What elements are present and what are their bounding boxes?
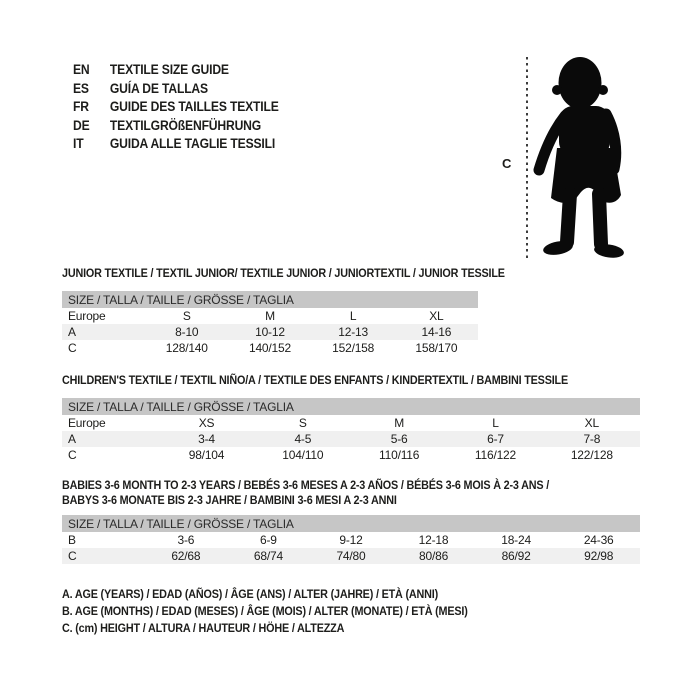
size-cell: 12-18	[418, 533, 449, 547]
row-label: A	[62, 324, 145, 340]
size-tables-content	[62, 267, 640, 637]
size-cell: 122/128	[570, 448, 613, 462]
size-cell: 10-12	[228, 324, 311, 340]
legend-footnotes	[62, 586, 640, 637]
row-label: B	[68, 533, 76, 547]
language-label: TEXTILE SIZE GUIDE	[109, 62, 229, 77]
size-cell: 62/68	[145, 548, 228, 564]
language-row-es	[73, 80, 279, 99]
size-cell: XL	[584, 416, 599, 430]
language-label: GUÍA DE TALLAS	[109, 80, 208, 96]
size-cell: 7-8	[544, 431, 640, 447]
size-cell: 158/170	[415, 341, 458, 355]
children-section-title: CHILDREN'S TEXTILE / TEXTIL NIÑO/A / TEXTILE DES ENFANTS / KINDERTEXTIL / BAMBINI TESSILE	[62, 373, 568, 387]
height-measure-figure	[500, 52, 696, 268]
language-label: GUIDA ALLE TAGLIE TESSILI	[109, 136, 276, 152]
size-cell: L	[492, 416, 499, 430]
language-label: GUIDE DES TAILLES TEXTILE	[109, 99, 279, 115]
language-label: TEXTILGRÖßENFÜHRUNG	[109, 117, 262, 133]
row-label: C	[68, 341, 77, 355]
babies-size-table	[62, 515, 640, 564]
language-header	[73, 61, 279, 154]
table-row-age	[62, 431, 640, 447]
language-code: DE	[73, 117, 90, 133]
size-cell: M	[265, 309, 275, 323]
size-cell: 18-24	[501, 533, 531, 547]
table-row-europe	[62, 308, 478, 324]
size-cell: S	[182, 309, 191, 323]
size-cell: 80/86	[392, 548, 475, 564]
size-cell: 140/152	[248, 341, 291, 355]
size-cell: L	[349, 309, 357, 323]
language-code: IT	[73, 136, 84, 152]
junior-section-title: JUNIOR TEXTILE / TEXTIL JUNIOR/ TEXTILE JUNIOR / JUNIORTEXTIL / JUNIOR TESSILE	[62, 266, 505, 280]
size-cell: 68/74	[227, 548, 310, 564]
table-row-height	[62, 548, 640, 564]
size-cell: 9-12	[339, 533, 363, 547]
size-cell: 8-10	[145, 324, 228, 340]
measure-c-label: C	[502, 156, 512, 171]
size-header-bar: SIZE / TALLA / TAILLE / GRÖSSE / TAGLIA	[62, 291, 478, 308]
size-cell: S	[298, 416, 307, 430]
size-cell: 92/98	[557, 548, 640, 564]
size-cell: 86/92	[475, 548, 558, 564]
size-header-bar: SIZE / TALLA / TAILLE / GRÖSSE / TAGLIA	[62, 515, 640, 532]
size-cell: 74/80	[310, 548, 393, 564]
row-label: Europe	[68, 416, 106, 430]
size-cell: 104/110	[282, 448, 324, 462]
size-header-row	[62, 515, 640, 532]
size-cell: 98/104	[188, 448, 225, 462]
size-cell: 128/140	[165, 341, 208, 355]
row-label: C	[62, 548, 145, 564]
language-code: FR	[73, 99, 89, 115]
table-row-europe	[62, 415, 640, 431]
language-row-it	[73, 135, 279, 154]
babies-section-title-line2: BABYS 3-6 MONATE BIS 2-3 JAHRE / BAMBINI 3-6 MESI A 2-3 ANNI	[62, 493, 397, 507]
footnote-b: B. AGE (MONTHS) / EDAD (MESES) / ÂGE (MOIS) / ALTER (MONATE) / ETÀ (MESI)	[62, 604, 468, 618]
table-row-height	[62, 340, 478, 356]
table-row-age	[62, 324, 478, 340]
size-cell: 6-9	[260, 533, 277, 547]
size-header-row	[62, 398, 640, 415]
babies-section-title-line1: BABIES 3-6 MONTH TO 2-3 YEARS / BEBÉS 3-6 MESES A 2-3 AÑOS / BÉBÉS 3-6 MOIS À 2-3 ANS /	[62, 478, 550, 492]
size-cell: 3-4	[158, 431, 254, 447]
footnote-a: A. AGE (YEARS) / EDAD (AÑOS) / ÂGE (ANS) / ALTER (JAHRE) / ETÀ (ANNI)	[62, 587, 438, 601]
size-cell: 110/116	[379, 448, 420, 462]
junior-size-table	[62, 291, 478, 356]
size-cell: 4-5	[255, 431, 351, 447]
size-header-bar: SIZE / TALLA / TAILLE / GRÖSSE / TAGLIA	[62, 398, 640, 415]
size-cell: XL	[429, 309, 444, 323]
size-cell: 6-7	[447, 431, 543, 447]
children-size-table	[62, 398, 640, 463]
size-cell: 116/122	[474, 448, 517, 462]
footnote-c: C. (cm) HEIGHT / ALTURA / HAUTEUR / HÖHE / ALTEZZA	[62, 621, 345, 635]
language-row-en	[73, 61, 279, 80]
size-cell: 14-16	[395, 324, 478, 340]
table-row-height	[62, 447, 640, 463]
language-code: ES	[73, 80, 89, 96]
toddler-silhouette-icon	[532, 52, 692, 262]
size-cell: 152/158	[332, 341, 375, 355]
size-cell: XS	[198, 416, 215, 430]
row-label: Europe	[68, 309, 106, 323]
dashed-measure-line	[526, 57, 528, 260]
size-cell: M	[394, 416, 405, 430]
language-code: EN	[73, 62, 90, 77]
size-cell: 5-6	[351, 431, 447, 447]
size-cell: 24-36	[583, 533, 614, 547]
size-header-row	[62, 291, 478, 308]
size-cell: 3-6	[177, 533, 195, 547]
size-cell: 12-13	[312, 324, 395, 340]
language-row-fr	[73, 98, 279, 117]
table-row-age-months	[62, 532, 640, 548]
language-row-de	[73, 117, 279, 136]
row-label: A	[62, 431, 158, 447]
row-label: C	[68, 448, 77, 462]
